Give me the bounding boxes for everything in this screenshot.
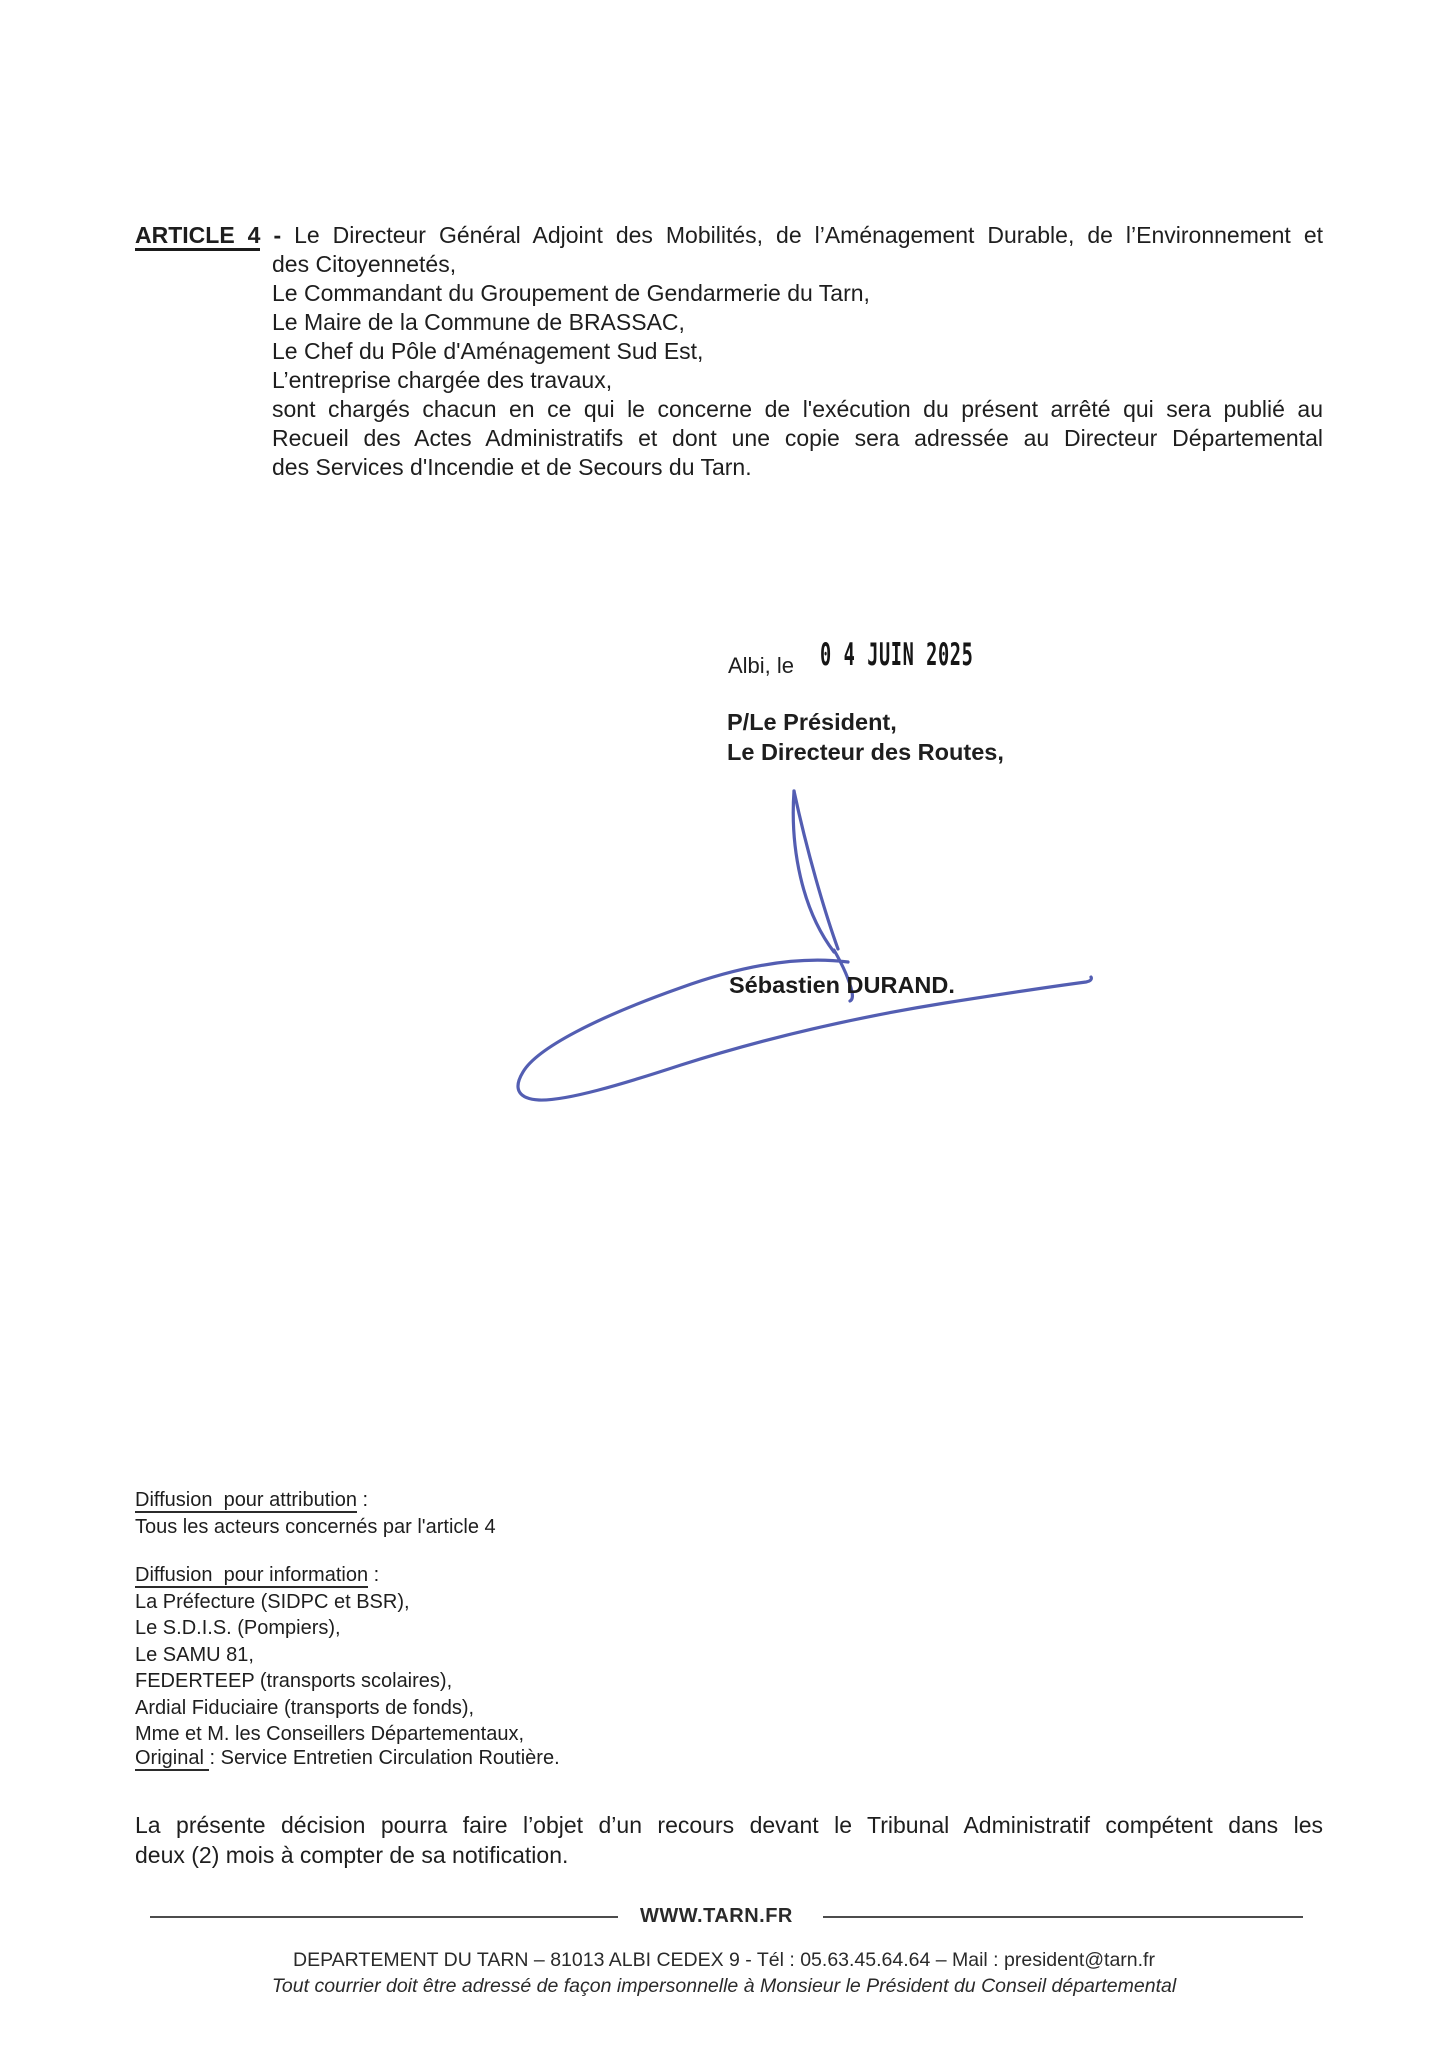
diffusion-information-line: Le SAMU 81, (135, 1643, 254, 1666)
article4-continuation (272, 250, 1323, 482)
diffusion-information-heading-line (135, 1562, 524, 1589)
article4-line: Le Chef du Pôle d'Aménagement Sud Est, (272, 338, 704, 364)
diffusion-attribution-block (135, 1487, 496, 1540)
article4-line: des Services d'Incendie et de Secours du Tarn. (272, 454, 752, 480)
diffusion-attribution-heading: Diffusion pour attribution (135, 1489, 357, 1511)
article4-first-line (135, 221, 1323, 250)
article4-line: L’entreprise chargée des travaux, (272, 367, 613, 393)
signature-stroke (518, 791, 1091, 1100)
date-stamp: 0 4 JUIN 2025 (820, 637, 974, 673)
signatory-block (727, 708, 1004, 767)
diffusion-information-heading: Diffusion pour information (135, 1564, 369, 1586)
signatory-title-2: Le Directeur des Routes, (727, 738, 1004, 765)
article4-line: Le Maire de la Commune de BRASSAC, (272, 309, 685, 335)
footer-notice: Tout courrier doit être adressé de façon impersonnelle à Monsieur le Président du Conseil départemental (271, 1975, 1177, 1997)
diffusion-attribution-heading-line (135, 1487, 496, 1514)
diffusion-information-line: Le S.D.I.S. (Pompiers), (135, 1617, 341, 1639)
original-line (135, 1745, 560, 1772)
article4-line: sont chargés chacun en ce qui le concerne de l'exécution du présent arrêté qui sera publié au (272, 396, 1323, 422)
recourse-line: La présente décision pourra faire l’objet d’un recours devant le Tribunal Administratif compétent dans les (135, 1812, 1323, 1838)
diffusion-information-line: Mme et M. les Conseillers Départementaux, (135, 1723, 525, 1745)
footer-rule-left (150, 1916, 618, 1918)
recourse-line: deux (2) mois à compter de sa notification. (135, 1842, 569, 1868)
signatory-title-1: P/Le Président, (727, 709, 897, 735)
article4-line: Le Commandant du Groupement de Gendarmerie du Tarn, (272, 280, 870, 306)
diffusion-information-colon: : (368, 1564, 380, 1586)
dateline-place: Albi, le (728, 653, 795, 678)
article4-first-text: Le Directeur Général Adjoint des Mobilités, de l’Aménagement Durable, de l’Environnement et (294, 222, 1323, 248)
article4-dash: - (260, 222, 295, 248)
article4-block (135, 221, 1323, 482)
diffusion-information-block (135, 1562, 524, 1748)
recourse-paragraph (135, 1810, 1323, 1870)
diffusion-attribution-line: Tous les acteurs concernés par l'article 4 (135, 1515, 496, 1538)
footer-website: WWW.TARN.FR (640, 1905, 793, 1927)
diffusion-information-line: La Préfecture (SIDPC et BSR), (135, 1590, 410, 1613)
signature-name: Sébastien DURAND. (729, 972, 955, 998)
article4-line: des Citoyennetés, (272, 251, 457, 277)
footer-rule-right (823, 1916, 1303, 1918)
footer-address: DEPARTEMENT DU TARN – 81013 ALBI CEDEX 9 - Tél : 05.63.45.64.64 – Mail : president@tarn.fr (293, 1949, 1155, 1971)
article4-label: ARTICLE 4 (135, 222, 260, 251)
diffusion-attribution-colon: : (356, 1489, 369, 1511)
diffusion-information-line: Ardial Fiduciaire (transports de fonds), (135, 1696, 475, 1719)
original-text: : Service Entretien Circulation Routière. (209, 1747, 560, 1769)
diffusion-information-line: FEDERTEEP (transports scolaires), (135, 1670, 453, 1692)
article4-line: Recueil des Actes Administratifs et dont une copie sera adressée au Directeur Départemental (272, 425, 1323, 451)
original-label: Original (135, 1747, 210, 1769)
